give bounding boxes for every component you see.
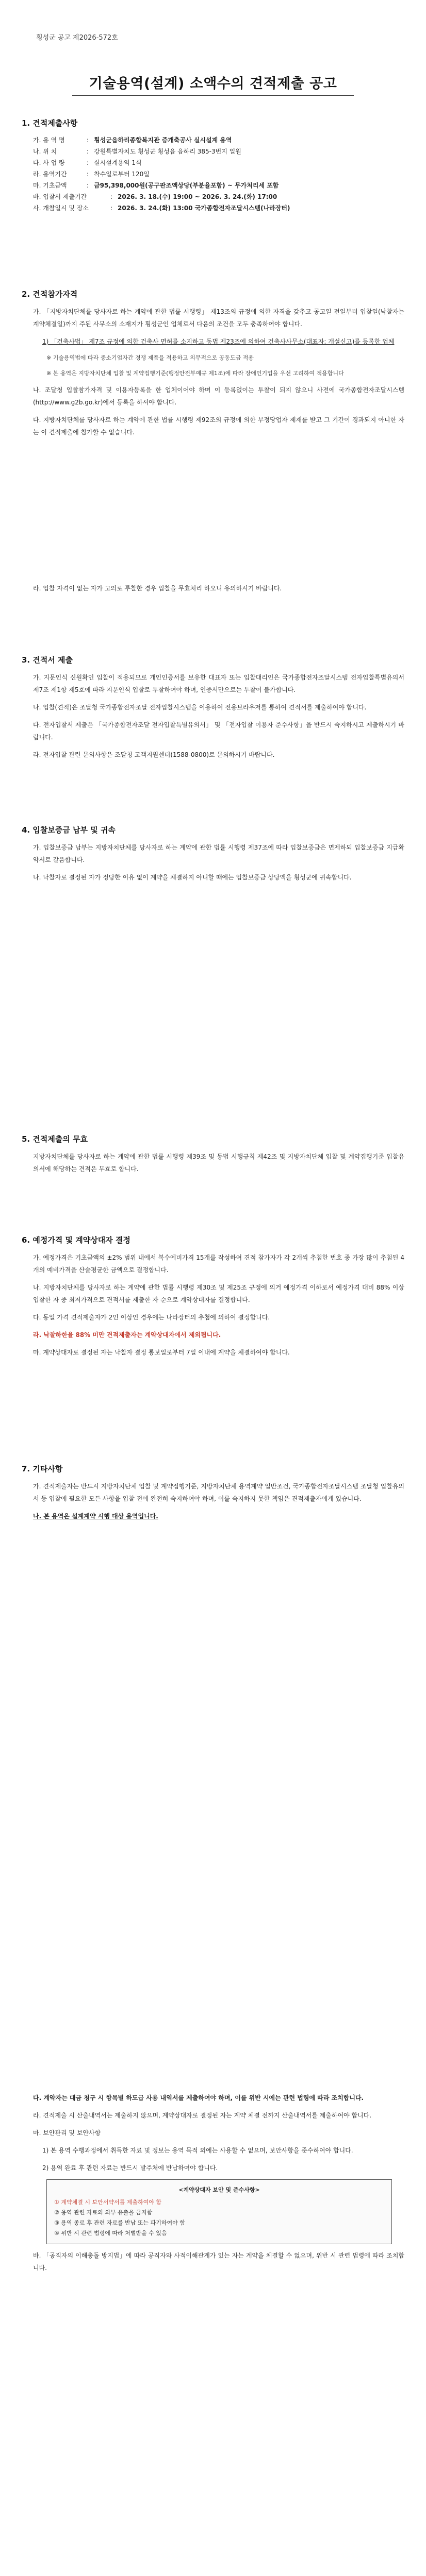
section-submission [22, 654, 404, 766]
etc-paragraph: 1) 본 용역 수행과정에서 취득한 자료 및 정보는 용역 목적 외에는 사용할 수 없으며, 보안사항을 준수하여야 합니다. [42, 2147, 353, 2154]
etc-paragraph: 다. 계약자는 대금 청구 시 항목별 하도급 사용 내역서를 제출하여야 하며, 이를 위반 시에는 관련 법령에 따라 조치합니다. [33, 2094, 364, 2102]
info-row: 나. 위 치 : 강원특별자치도 횡성군 횡성읍 읍하리 385-3번지 일원 [33, 148, 241, 155]
submission-paragraph: 라. 전자입찰 관련 문의사항은 조달청 고객지원센터(1588-0800)로 문의하시기 바랍니다. [33, 751, 275, 758]
section-invalid [22, 1133, 404, 1180]
etc-highlight: 나. 본 용역은 설계계약 시행 대상 용역입니다. [33, 1513, 158, 1520]
submission-paragraph: 가. 지문인식 신원확인 입찰이 적용되므로 개인인증서를 보유한 대표자 또는 입찰대리인은 국가종합전자조달시스템 전자입찰특별유의서 제7조 제1항 제5호에 따라 지문인식 입찰로 투찰하여야 하며, 인증서만으로는 투찰이 불가합니다. [33, 674, 404, 693]
etc-paragraph: 마. 보안관리 및 보안사항 [33, 2129, 101, 2137]
eligibility-note: ※ 본 용역은 지방자치단체 입찰 및 계약집행기준(행정안전부예규 제1조)에 따라 장애인기업을 우선 고려하여 적용합니다 [46, 370, 344, 377]
security-box-title: <계약상대자 보안 및 준수사항> [178, 2187, 260, 2193]
section-price-decision [22, 1234, 404, 1364]
eligibility-note: ※ 기술용역법에 따라 중소기업자간 경쟁 제품을 적용하고 의무적으로 공동도급 적용 [46, 354, 254, 361]
eligibility-paragraph: 나. 조달청 입찰참가자격 및 이용자등록을 한 업체이어야 하며 이 등록없이는 투찰이 되지 않으니 사전에 국가종합전자조달시스템(http://www.g2b.go.kr)에서 등록을 하셔야 합니다. [33, 386, 404, 406]
security-box-line: ② 용역 관련 자료의 외부 유출을 금지함 [54, 2209, 153, 2216]
section-heading: 5. 견적제출의 무효 [22, 1134, 88, 1144]
section-etc [22, 1463, 404, 1528]
title-underline [72, 95, 354, 96]
security-box-line: ④ 위반 시 관련 법령에 따라 처벌받을 수 있음 [54, 2230, 167, 2236]
etc-paragraph: 라. 견적제출 시 산출내역서는 제출하지 않으며, 계약상대자로 결정된 자는 계약 체결 전까지 산출내역서를 제출하여야 합니다. [33, 2112, 372, 2119]
info-row: 다. 사 업 량 : 실시설계용역 1식 [33, 159, 142, 166]
security-box [46, 2179, 392, 2244]
etc-paragraph: 가. 견적제출자는 반드시 지방자치단체 입찰 및 계약집행기준, 지방자치단체 용역계약 일반조건, 국가종합전자조달시스템 조달청 입찰유의서 등 입찰에 필요한 모든 사항을 입찰 전에 완전히 숙지하여야 하며, 이를 숙지하지 못한 책임은 견적제출자에게 있습니다. [33, 1483, 404, 1502]
section-heading: 2. 견적참가자격 [22, 290, 78, 299]
page-title: 기술용역(설계) 소액수의 견적제출 공고 [89, 76, 337, 92]
notice-number: 횡성군 공고 제2026-572호 [36, 34, 118, 42]
section-heading: 3. 견적서 제출 [22, 655, 73, 665]
section-heading: 6. 예정가격 및 계약상대자 결정 [22, 1235, 130, 1245]
section-heading: 1. 견적제출사항 [22, 118, 78, 128]
deposit-paragraph: 나. 낙찰자로 결정된 자가 정당한 이유 없이 계약을 체결하지 아니할 때에는 입찰보증금 상당액을 횡성군에 귀속합니다. [33, 874, 352, 881]
section-etc-cont [22, 2092, 404, 2279]
security-box-line: ③ 용역 종료 후 관련 자료를 반납 또는 파기하여야 함 [54, 2219, 185, 2226]
section-eligibility [22, 289, 404, 444]
eligibility-paragraph: 다. 지방자치단체를 당사자로 하는 계약에 관한 법률 시행령 제92조의 규정에 의한 부정당업자 제재를 받고 그 기간이 경과되지 아니한 자는 이 견적제출에 참가할 수 없습니다. [33, 416, 404, 436]
eligibility-license: 1) 「건축사법」 제7조 규정에 의한 건축사 면허를 소지하고 동법 제23조에 의하여 건축사사무소(대표자: 개설신고)를 등록한 업체 [42, 338, 395, 345]
section-heading: 7. 기타사항 [22, 1464, 63, 1473]
price-paragraph: 다. 동일 가격 견적제출자가 2인 이상인 경우에는 나라장터의 추첨에 의하여 결정합니다. [33, 1314, 270, 1321]
price-paragraph: 가. 예정가격은 기초금액의 ±2% 범위 내에서 복수예비가격 15개를 작성하여 견적 참가자가 각 2개씩 추첨한 번호 중 가장 많이 추첨된 4개의 예비가격을 산술평균한 금액으로 결정합니다. [33, 1254, 404, 1274]
info-row: 바. 입찰서 제출기간 : 2026. 3. 18.(수) 19:00 ~ 2026. 3. 24.(화) 17:00 [33, 193, 277, 200]
info-row: 사. 개찰일시 및 장소 : 2026. 3. 24.(화) 13:00 국가종합전자조달시스템(나라장터) [33, 205, 290, 212]
submission-paragraph: 나. 입찰(견적)은 조달청 국가종합전자조달 전자입찰시스템을 이용하여 전용브라우저를 통하여 견적서를 제출하여야 합니다. [33, 704, 367, 711]
info-row: 라. 용역기간 : 착수일로부터 120일 [33, 171, 150, 178]
section-heading: 4. 입찰보증금 납부 및 귀속 [22, 825, 116, 835]
price-paragraph: 마. 계약상대자로 결정된 자는 낙찰자 결정 통보일로부터 7일 이내에 계약을 체결하여야 합니다. [33, 1349, 290, 1356]
section-deposit [22, 824, 404, 889]
section-submission-info [22, 117, 404, 214]
invalid-paragraph: 지방자치단체를 당사자로 하는 계약에 관한 법률 시행령 제39조 및 동법 시행규칙 제42조 및 지방자치단체 입찰 및 계약집행기준 입찰유의서에 해당하는 견적은 무효로 합니다. [33, 1153, 404, 1173]
price-highlight: 라. 낙찰하한율 88% 미만 견적제출자는 계약상대자에서 제외됩니다. [33, 1331, 221, 1338]
submission-paragraph: 다. 전자입찰서 제출은 「국가종합전자조달 전자입찰특별유의서」 및 「전자입찰 이용자 준수사항」을 반드시 숙지하시고 제출하시기 바랍니다. [33, 721, 404, 741]
price-paragraph: 나. 지방자치단체를 당사자로 하는 계약에 관한 법률 시행령 제30조 및 제25조 규정에 의거 예정가격 이하로서 예정가격 대비 88% 이상 입찰한 자 중 최저가격으로 견적서를 제출한 자 순으로 계약상대자를 결정합니다. [33, 1284, 404, 1303]
etc-paragraph: 2) 용역 완료 후 관련 자료는 반드시 발주처에 반납하여야 합니다. [42, 2164, 218, 2172]
eligibility-paragraph: 가. 「지방자치단체를 당사자로 하는 계약에 관한 법률 시행령」 제13조의 규정에 의한 자격을 갖추고 공고일 전일부터 입찰일(낙찰자는 계약체결일)까지 주된 사무소의 소재지가 횡성군인 업체로서 다음의 조건을 모두 충족하여야 합니다. [33, 308, 404, 328]
info-row: 마. 기초금액 : 금95,398,000원(공구판조액상당(부분율포함) ~ 무가처리세 포함 [33, 182, 279, 189]
etc-paragraph: 바. 「공직자의 이해충돌 방지법」에 따라 공직자와 사적이해관계가 있는 자는 계약을 체결할 수 없으며, 위반 시 관련 법령에 따라 조치합니다. [33, 2252, 404, 2272]
info-row: 가. 용 역 명 : 횡성군읍하리종합복지관 증개축공사 실시설계 용역 [33, 137, 232, 144]
security-box-line: ① 계약체결 시 보안서약서를 제출하여야 함 [54, 2199, 161, 2206]
section-eligibility-cont [22, 582, 404, 600]
eligibility-paragraph: 라. 입찰 자격이 없는 자가 고의로 투찰한 경우 입찰을 무효처리 하오니 유의하시기 바랍니다. [33, 585, 282, 592]
deposit-paragraph: 가. 입찰보증금 납부는 지방자치단체를 당사자로 하는 계약에 관한 법률 시행령 제37조에 따라 입찰보증금은 면제하되 입찰보증금 지급확약서로 갈음합니다. [33, 844, 404, 863]
